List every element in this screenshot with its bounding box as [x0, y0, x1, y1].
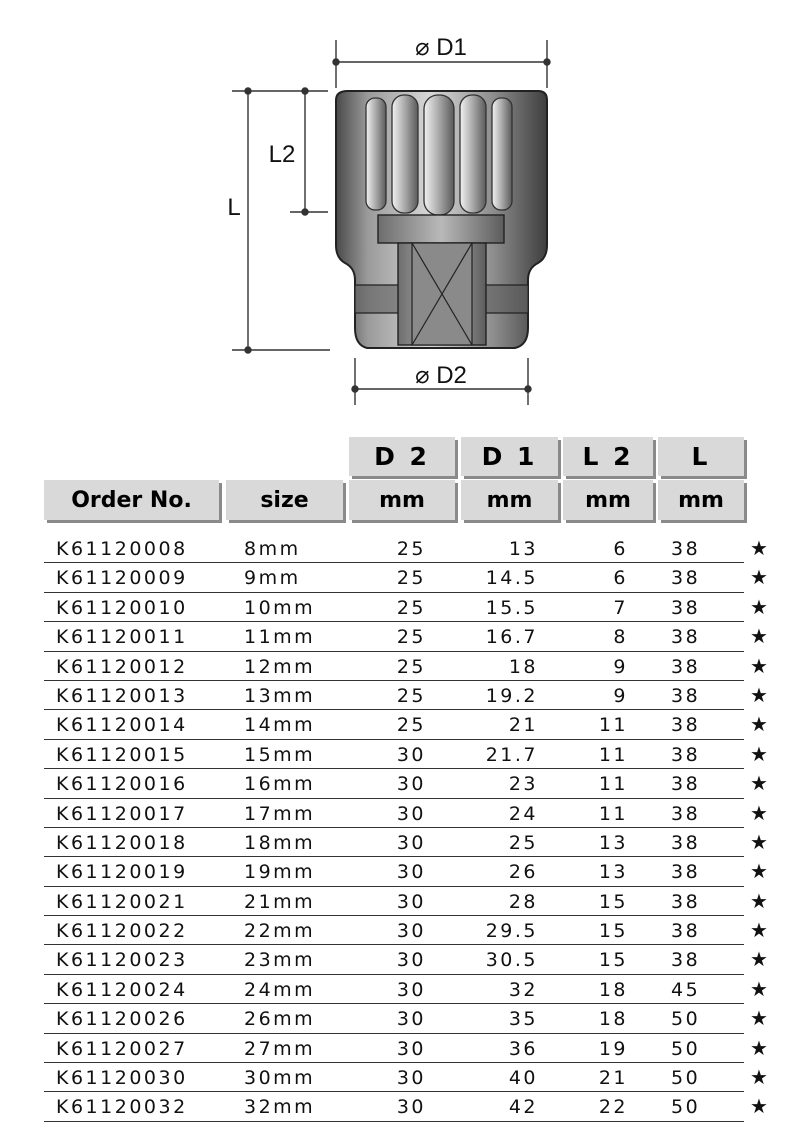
d1-label: ⌀ D1: [415, 34, 467, 61]
table-row: [44, 622, 774, 651]
d2-cell: 30: [396, 802, 426, 825]
l-cell: 38: [671, 684, 701, 707]
table-row: [44, 1092, 774, 1121]
d2-cell: 25: [396, 567, 426, 590]
d1-cell: 29.5: [485, 920, 538, 943]
l-cell: 38: [671, 596, 701, 619]
l-cell: 38: [671, 920, 701, 943]
d2-cell: 30: [396, 773, 426, 796]
size-cell: 15mm: [244, 743, 316, 766]
table-row: [44, 799, 774, 828]
l2-cell: 21: [598, 1067, 628, 1090]
l-dimension: [232, 88, 330, 353]
l2-cell: 15: [598, 890, 628, 913]
d2-cell: 25: [396, 714, 426, 737]
d1-cell: 18: [508, 655, 538, 678]
order-number-cell: K61120021: [56, 890, 188, 913]
order-number-cell: K61120010: [56, 596, 188, 619]
table-row: [44, 740, 774, 769]
size-cell: 27mm: [244, 1037, 316, 1060]
order-number-cell: K61120023: [56, 949, 188, 972]
star-icon: ★: [750, 741, 768, 766]
l2-cell: 19: [598, 1037, 628, 1060]
l-cell: 38: [671, 831, 701, 854]
order-number-cell: K61120011: [56, 626, 188, 649]
table-row: [44, 975, 774, 1004]
star-icon: ★: [750, 1065, 768, 1090]
l2-cell: 6: [613, 567, 628, 590]
size-cell: 22mm: [244, 920, 316, 943]
order-number-cell: K61120032: [56, 1096, 188, 1119]
l-cell: 45: [671, 978, 701, 1001]
order-number-cell: K61120009: [56, 567, 188, 590]
d2-cell: 25: [396, 538, 426, 560]
order-number-cell: K61120013: [56, 684, 188, 707]
star-icon: ★: [750, 888, 768, 913]
d2-cell: 30: [396, 920, 426, 943]
l2-cell: 6: [613, 538, 628, 560]
l2-cell: 7: [613, 596, 628, 619]
socket-dimension-diagram: [0, 0, 790, 420]
size-cell: 23mm: [244, 949, 316, 972]
d2-cell: 25: [396, 626, 426, 649]
size-cell: 21mm: [244, 890, 316, 913]
size-cell: 10mm: [244, 596, 316, 619]
table-row: [44, 534, 774, 563]
row-divider: [44, 1121, 744, 1122]
size-cell: 32mm: [244, 1096, 316, 1119]
d1-cell: 28: [508, 890, 538, 913]
l2-cell: 9: [613, 684, 628, 707]
l-cell: 38: [671, 626, 701, 649]
d1-cell: 21: [508, 714, 538, 737]
l-cell: 38: [671, 714, 701, 737]
header-l-unit: mm: [658, 480, 744, 520]
size-cell: 8mm: [244, 538, 301, 560]
star-icon: ★: [750, 682, 768, 707]
size-cell: 30mm: [244, 1067, 316, 1090]
header-d1: D 1: [461, 437, 558, 476]
header-l2: L 2: [563, 437, 653, 476]
order-number-cell: K61120022: [56, 920, 188, 943]
header-size: size: [226, 480, 343, 520]
l2-label: L2: [268, 141, 296, 168]
d1-cell: 13: [508, 538, 538, 560]
size-cell: 24mm: [244, 978, 316, 1001]
d1-cell: 24: [508, 802, 538, 825]
d2-cell: 30: [396, 831, 426, 854]
d1-cell: 19.2: [485, 684, 538, 707]
order-number-cell: K61120019: [56, 861, 188, 884]
star-icon: ★: [750, 800, 768, 825]
d1-cell: 30.5: [485, 949, 538, 972]
d1-cell: 32: [508, 978, 538, 1001]
star-icon: ★: [750, 653, 768, 678]
l2-cell: 8: [613, 626, 628, 649]
l2-cell: 13: [598, 861, 628, 884]
star-icon: ★: [750, 771, 768, 796]
table-row: [44, 1034, 774, 1063]
table-row: [44, 857, 774, 886]
header-l: L: [658, 437, 744, 476]
order-number-cell: K61120015: [56, 743, 188, 766]
star-icon: ★: [750, 1006, 768, 1031]
d2-cell: 30: [396, 1037, 426, 1060]
star-icon: ★: [750, 859, 768, 884]
d1-cell: 40: [508, 1067, 538, 1090]
star-icon: ★: [750, 536, 768, 560]
star-icon: ★: [750, 947, 768, 972]
l-cell: 38: [671, 655, 701, 678]
table-row: [44, 563, 774, 592]
table-row: [44, 887, 774, 916]
order-number-cell: K61120027: [56, 1037, 188, 1060]
star-icon: ★: [750, 976, 768, 1001]
l2-cell: 15: [598, 920, 628, 943]
order-number-cell: K61120012: [56, 655, 188, 678]
d1-cell: 36: [508, 1037, 538, 1060]
l-cell: 38: [671, 861, 701, 884]
l2-cell: 11: [598, 773, 628, 796]
d2-cell: 30: [396, 890, 426, 913]
d2-cell: 25: [396, 596, 426, 619]
l2-cell: 15: [598, 949, 628, 972]
d2-cell: 30: [396, 1008, 426, 1031]
header-d2-unit: mm: [349, 480, 455, 520]
d2-cell: 30: [396, 1096, 426, 1119]
l-cell: 50: [671, 1067, 701, 1090]
order-number-cell: K61120030: [56, 1067, 188, 1090]
d1-cell: 25: [508, 831, 538, 854]
size-cell: 17mm: [244, 802, 316, 825]
l-cell: 50: [671, 1008, 701, 1031]
table-row: [44, 916, 774, 945]
l-cell: 38: [671, 567, 701, 590]
l-label: L: [227, 194, 241, 221]
d2-cell: 30: [396, 743, 426, 766]
l2-cell: 11: [598, 714, 628, 737]
d2-cell: 30: [396, 978, 426, 1001]
l-cell: 38: [671, 538, 701, 560]
size-cell: 11mm: [244, 626, 316, 649]
star-icon: ★: [750, 918, 768, 943]
l2-cell: 11: [598, 802, 628, 825]
star-icon: ★: [750, 829, 768, 854]
l-cell: 50: [671, 1037, 701, 1060]
table-row: [44, 1004, 774, 1033]
table-row: [44, 710, 774, 739]
order-number-cell: K61120024: [56, 978, 188, 1001]
table-row: [44, 1063, 774, 1092]
star-icon: ★: [750, 1035, 768, 1060]
order-number-cell: K61120008: [56, 538, 188, 560]
d2-label: ⌀ D2: [415, 362, 467, 389]
table-row: [44, 652, 774, 681]
l2-cell: 11: [598, 743, 628, 766]
size-cell: 14mm: [244, 714, 316, 737]
d2-cell: 30: [396, 861, 426, 884]
d1-cell: 42: [508, 1096, 538, 1119]
table-row: [44, 769, 774, 798]
star-icon: ★: [750, 624, 768, 649]
table-row: [44, 945, 774, 974]
size-cell: 19mm: [244, 861, 316, 884]
l-cell: 38: [671, 890, 701, 913]
size-cell: 9mm: [244, 567, 301, 590]
order-number-cell: K61120014: [56, 714, 188, 737]
size-cell: 16mm: [244, 773, 316, 796]
header-order-no: Order No.: [44, 480, 219, 520]
d1-cell: 35: [508, 1008, 538, 1031]
header-l2-unit: mm: [563, 480, 653, 520]
star-icon: ★: [750, 594, 768, 619]
table-row: [44, 593, 774, 622]
d2-cell: 30: [396, 949, 426, 972]
order-number-cell: K61120016: [56, 773, 188, 796]
l-cell: 50: [671, 1096, 701, 1119]
order-number-cell: K61120018: [56, 831, 188, 854]
size-cell: 12mm: [244, 655, 316, 678]
l2-cell: 13: [598, 831, 628, 854]
d1-cell: 26: [508, 861, 538, 884]
l2-cell: 18: [598, 1008, 628, 1031]
header-d1-unit: mm: [461, 480, 558, 520]
d2-cell: 30: [396, 1067, 426, 1090]
d1-cell: 21.7: [485, 743, 538, 766]
l-cell: 38: [671, 949, 701, 972]
star-icon: ★: [750, 712, 768, 737]
l2-dimension: [290, 88, 328, 215]
d1-cell: 14.5: [485, 567, 538, 590]
d2-cell: 25: [396, 684, 426, 707]
star-icon: ★: [750, 1094, 768, 1119]
d2-cell: 25: [396, 655, 426, 678]
spec-table-body: [44, 534, 774, 1122]
l-cell: 38: [671, 773, 701, 796]
l2-cell: 22: [598, 1096, 628, 1119]
d1-cell: 16.7: [485, 626, 538, 649]
size-cell: 26mm: [244, 1008, 316, 1031]
star-icon: ★: [750, 565, 768, 590]
order-number-cell: K61120026: [56, 1008, 188, 1031]
d1-cell: 23: [508, 773, 538, 796]
header-d2: D 2: [349, 437, 455, 476]
socket-drawing: [336, 91, 547, 348]
l2-cell: 9: [613, 655, 628, 678]
l-cell: 38: [671, 802, 701, 825]
size-cell: 18mm: [244, 831, 316, 854]
d1-cell: 15.5: [485, 596, 538, 619]
l-cell: 38: [671, 743, 701, 766]
size-cell: 13mm: [244, 684, 316, 707]
table-row: [44, 681, 774, 710]
table-row: [44, 828, 774, 857]
l2-cell: 18: [598, 978, 628, 1001]
order-number-cell: K61120017: [56, 802, 188, 825]
